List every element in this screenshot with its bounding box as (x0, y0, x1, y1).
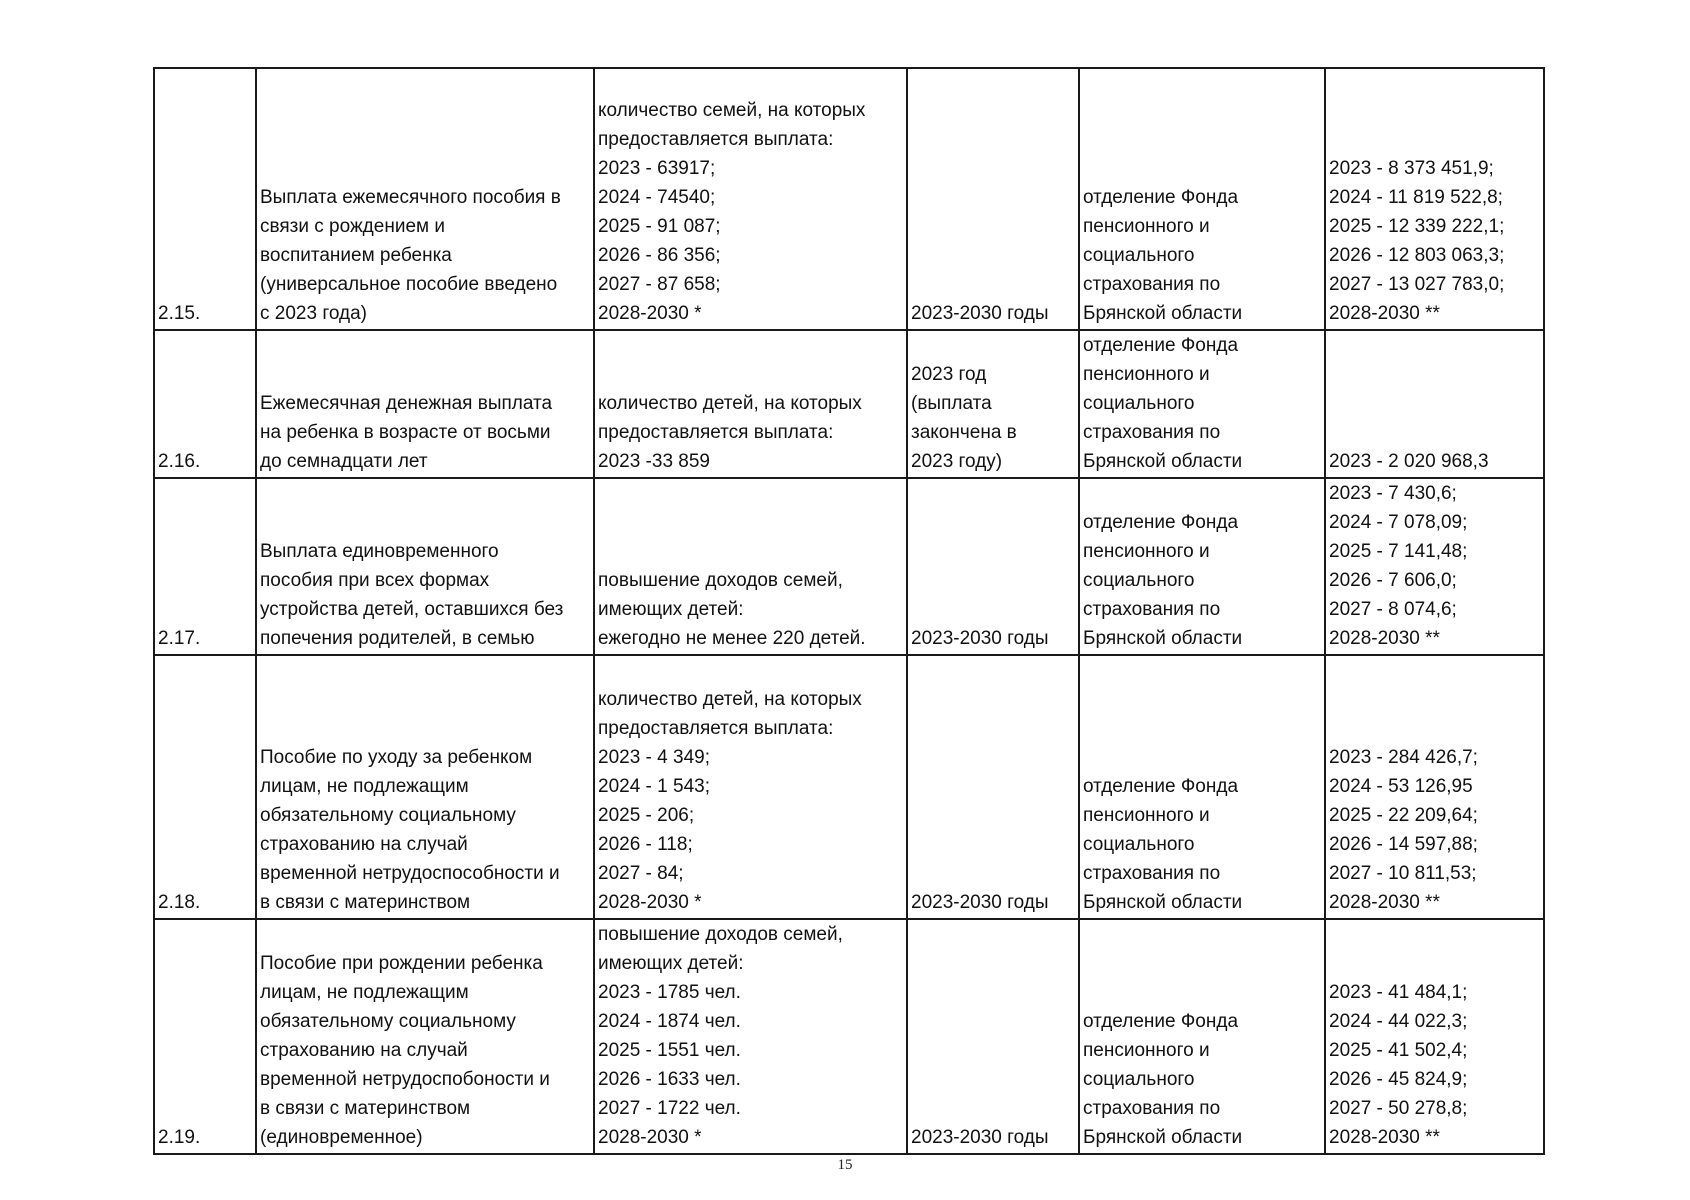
cell-line: страхованию на случай (260, 834, 468, 855)
cell-line: 2028-2030 * (598, 1127, 702, 1148)
row-number: 2.15. (154, 68, 256, 330)
indicator-cell (594, 330, 907, 478)
cell-line: 2023-2030 годы (911, 1127, 1049, 1148)
cell-line: 2023 - 284 426,7; (1329, 747, 1478, 768)
cell-line: до семнадцати лет (260, 451, 428, 472)
measure-name (256, 655, 594, 919)
cell-line: Брянской области (1083, 1127, 1243, 1148)
funding-cell (1325, 330, 1544, 478)
cell-line: ежегодно не менее 220 детей. (598, 628, 866, 649)
cell-line: пенсионного и (1083, 364, 1210, 385)
cell-line: лицам, не подлежащим (260, 776, 469, 797)
cell-line: 2024 - 7 078,09; (1329, 512, 1468, 533)
cell-line: предоставляется выплата: (598, 422, 834, 443)
cell-line: на ребенка в возрасте от восьми (260, 422, 551, 443)
cell-line: отделение Фонда (1083, 776, 1239, 797)
cell-line: 2026 - 1633 чел. (598, 1069, 741, 1090)
cell-line: пенсионного и (1083, 216, 1210, 237)
cell-line: 2023 - 1785 чел. (598, 982, 741, 1003)
cell-line: пособия при всех формах (260, 570, 490, 591)
cell-line: Выплата единовременного (260, 541, 499, 562)
cell-line: предоставляется выплата: (598, 129, 834, 150)
cell-line: попечения родителей, в семью (260, 628, 535, 649)
funding-cell (1325, 655, 1544, 919)
cell-line: временной нетрудоспособности и (260, 863, 560, 884)
cell-line: 2027 - 50 278,8; (1329, 1098, 1468, 1119)
cell-line: 2024 - 11 819 522,8; (1329, 187, 1503, 208)
row-number: 2.17. (154, 478, 256, 655)
cell-line: 2026 - 7 606,0; (1329, 570, 1457, 591)
cell-line: 2023-2030 годы (911, 303, 1049, 324)
cell-line: 2027 - 10 811,53; (1329, 863, 1477, 884)
cell-line: 2027 - 13 027 783,0; (1329, 274, 1505, 295)
cell-line: страхования по (1083, 863, 1221, 884)
cell-line: обязательному социальному (260, 805, 516, 826)
cell-line: пенсионного и (1083, 1040, 1210, 1061)
cell-line: 2024 - 74540; (598, 187, 716, 208)
cell-line: отделение Фонда (1083, 512, 1239, 533)
cell-line: 2023 - 63917; (598, 158, 716, 179)
cell-line: Брянской области (1083, 451, 1243, 472)
cell-line: 2024 - 53 126,95 (1329, 776, 1473, 797)
funding-cell (1325, 68, 1544, 330)
executor-cell (1079, 330, 1325, 478)
measure-name (256, 330, 594, 478)
cell-line: имеющих детей: (598, 599, 744, 620)
period-cell (907, 919, 1079, 1154)
cell-line: 2027 - 1722 чел. (598, 1098, 741, 1119)
cell-line: страхования по (1083, 274, 1221, 295)
cell-line: пенсионного и (1083, 541, 1210, 562)
cell-line: 2025 - 22 209,64; (1329, 805, 1478, 826)
funding-cell (1325, 919, 1544, 1154)
cell-line: Брянской области (1083, 892, 1243, 913)
cell-line: лицам, не подлежащим (260, 982, 469, 1003)
cell-line: 2025 - 7 141,48; (1329, 541, 1468, 562)
cell-line: отделение Фонда (1083, 187, 1239, 208)
executor-cell (1079, 655, 1325, 919)
cell-line: 2026 - 45 824,9; (1329, 1069, 1468, 1090)
row-number: 2.16. (154, 330, 256, 478)
indicator-cell (594, 68, 907, 330)
cell-line: повышение доходов семей, (598, 570, 843, 591)
measure-name (256, 68, 594, 330)
cell-line: временной нетрудоспобоности и (260, 1069, 550, 1090)
table-row (154, 68, 1544, 330)
cell-line: устройства детей, оставшихся без (260, 599, 564, 620)
cell-line: количество детей, на которых (598, 393, 862, 414)
cell-line: 2023 - 41 484,1; (1329, 982, 1468, 1003)
cell-line: 2023 - 2 020 968,3 (1329, 451, 1489, 472)
indicator-cell (594, 478, 907, 655)
cell-line: социального (1083, 1069, 1195, 1090)
cell-line: 2023 - 7 430,6; (1329, 483, 1457, 504)
cell-line: 2023 - 8 373 451,9; (1329, 158, 1494, 179)
cell-line: 2027 - 8 074,6; (1329, 599, 1457, 620)
row-number: 2.19. (154, 919, 256, 1154)
cell-line: 2027 - 87 658; (598, 274, 721, 295)
cell-line: воспитанием ребенка (260, 245, 452, 266)
cell-line: отделение Фонда (1083, 1011, 1239, 1032)
cell-line: имеющих детей: (598, 953, 744, 974)
cell-line: предоставляется выплата: (598, 718, 834, 739)
period-cell (907, 655, 1079, 919)
cell-line: 2027 - 84; (598, 863, 684, 884)
cell-line: обязательному социальному (260, 1011, 516, 1032)
cell-line: 2028-2030 ** (1329, 892, 1440, 913)
cell-line: количество семей, на которых (598, 100, 866, 121)
table-row (154, 330, 1544, 478)
cell-line: 2026 - 14 597,88; (1329, 834, 1478, 855)
cell-line: 2028-2030 * (598, 303, 702, 324)
cell-line: (выплата (911, 393, 992, 414)
cell-line: 2026 - 12 803 063,3; (1329, 245, 1505, 266)
cell-line: (универсальное пособие введено (260, 274, 558, 295)
cell-line: 2028-2030 ** (1329, 303, 1440, 324)
cell-line: 2024 - 1874 чел. (598, 1011, 741, 1032)
cell-line: 2026 - 86 356; (598, 245, 721, 266)
cell-line: 2025 - 91 087; (598, 216, 721, 237)
cell-line: 2023-2030 годы (911, 892, 1049, 913)
cell-line: в связи с материнством (260, 892, 471, 913)
cell-line: 2025 - 12 339 222,1; (1329, 216, 1505, 237)
cell-line: 2026 - 118; (598, 834, 693, 855)
cell-line: отделение Фонда (1083, 335, 1239, 356)
cell-line: Брянской области (1083, 303, 1243, 324)
cell-line: 2025 - 41 502,4; (1329, 1040, 1468, 1061)
cell-line: 2025 - 1551 чел. (598, 1040, 741, 1061)
cell-line: Брянской области (1083, 628, 1243, 649)
cell-line: закончена в (911, 422, 1017, 443)
row-number: 2.18. (154, 655, 256, 919)
cell-line: Ежемесячная денежная выплата (260, 393, 553, 414)
executor-cell (1079, 919, 1325, 1154)
cell-line: страхования по (1083, 422, 1221, 443)
cell-line: 2023 - 4 349; (598, 747, 710, 768)
cell-line: в связи с материнством (260, 1098, 471, 1119)
cell-line: страхованию на случай (260, 1040, 468, 1061)
table-row (154, 478, 1544, 655)
cell-line: страхования по (1083, 1098, 1221, 1119)
cell-line: 2024 - 44 022,3; (1329, 1011, 1468, 1032)
measure-name (256, 919, 594, 1154)
cell-line: с 2023 года) (260, 303, 367, 324)
cell-line: 2023 -33 859 (598, 451, 710, 472)
indicator-cell (594, 919, 907, 1154)
period-cell (907, 478, 1079, 655)
cell-line: страхования по (1083, 599, 1221, 620)
measure-name (256, 478, 594, 655)
period-cell (907, 68, 1079, 330)
cell-line: 2023-2030 годы (911, 628, 1049, 649)
cell-line: повышение доходов семей, (598, 924, 843, 945)
indicator-cell (594, 655, 907, 919)
cell-line: 2028-2030 ** (1329, 1127, 1440, 1148)
cell-line: пенсионного и (1083, 805, 1210, 826)
cell-line: (единовременное) (260, 1127, 423, 1148)
table-row (154, 919, 1544, 1154)
cell-line: связи с рождением и (260, 216, 445, 237)
cell-line: социального (1083, 570, 1195, 591)
cell-line: 2028-2030 * (598, 892, 702, 913)
cell-line: социального (1083, 834, 1195, 855)
cell-line: 2025 - 206; (598, 805, 695, 826)
page-number: 15 (837, 1157, 853, 1173)
cell-line: социального (1083, 245, 1195, 266)
cell-line: 2028-2030 ** (1329, 628, 1440, 649)
measures-table (153, 67, 1545, 1155)
cell-line: 2023 году) (911, 451, 1003, 472)
executor-cell (1079, 478, 1325, 655)
cell-line: Пособие по уходу за ребенком (260, 747, 533, 768)
cell-line: Пособие при рождении ребенка (260, 953, 543, 974)
cell-line: 2024 - 1 543; (598, 776, 710, 797)
funding-cell (1325, 478, 1544, 655)
cell-line: Выплата ежемесячного пособия в (260, 187, 561, 208)
period-cell (907, 330, 1079, 478)
executor-cell (1079, 68, 1325, 330)
cell-line: социального (1083, 393, 1195, 414)
cell-line: количество детей, на которых (598, 689, 862, 710)
table-row (154, 655, 1544, 919)
cell-line: 2023 год (911, 364, 987, 385)
